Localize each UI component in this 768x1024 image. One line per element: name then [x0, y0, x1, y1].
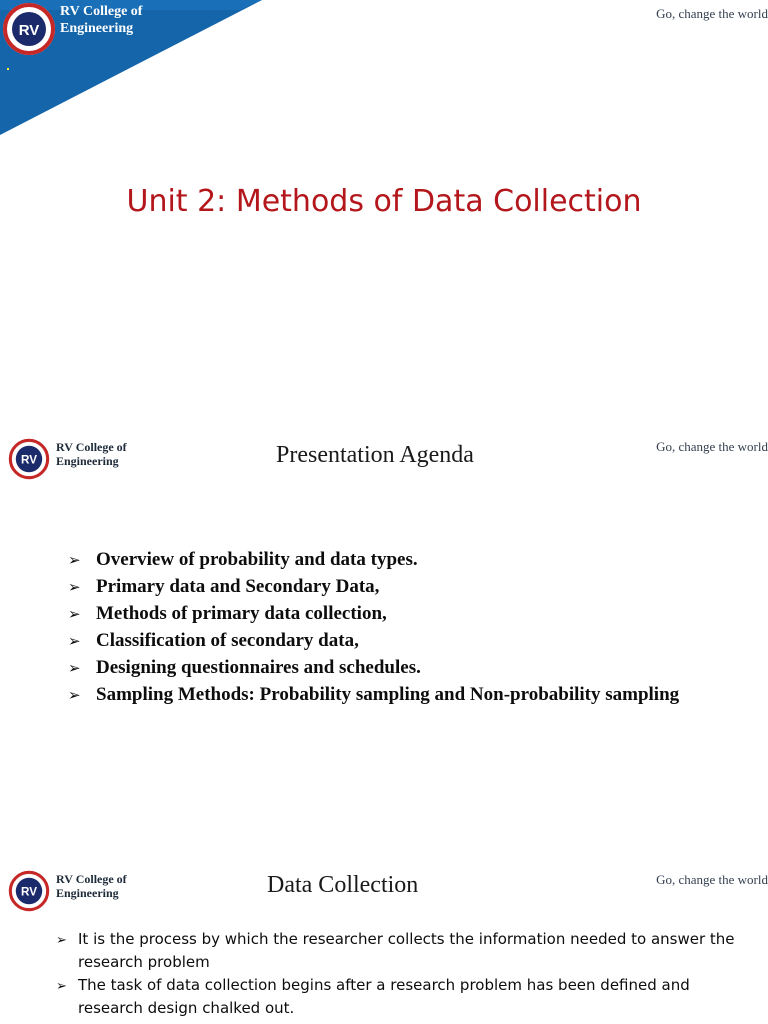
list-item-text: Designing questionnaires and schedules.: [96, 657, 421, 678]
list-item-text: The task of data collection begins after a research problem has been defined and research design chalked out.: [78, 976, 690, 1017]
college-logo: [8, 870, 50, 912]
list-item-text: It is the process by which the researcher collects the information needed to answer the research problem: [78, 930, 735, 971]
tagline: Go, change the world: [656, 439, 768, 454]
arrow-bullet-icon: ➢: [68, 551, 81, 569]
list-item: [68, 654, 728, 681]
list-item: [68, 681, 728, 708]
arrow-bullet-icon: ➢: [68, 632, 81, 650]
logo-text: RV: [21, 453, 37, 467]
list-item-text: Primary data and Secondary Data,: [96, 576, 380, 597]
college-logo: [2, 2, 56, 56]
slide-heading: Data Collection: [267, 872, 419, 898]
arrow-bullet-icon: ➢: [56, 933, 67, 948]
title-slide: [0, 0, 768, 400]
logo-text: RV: [21, 885, 37, 899]
list-item: [56, 928, 746, 974]
slide-heading: Presentation Agenda: [276, 442, 474, 468]
agenda-list: [68, 546, 728, 708]
agenda-slide: [0, 432, 768, 812]
arrow-bullet-icon: ➢: [56, 979, 67, 994]
college-name: RV College of Engineering: [56, 440, 127, 469]
college-name: RV College of Engineering: [56, 872, 127, 901]
list-item-text: Classification of secondary data,: [96, 630, 359, 651]
data-collection-slide: [0, 866, 768, 1024]
arrow-bullet-icon: ➢: [68, 578, 81, 596]
list-item: [68, 627, 728, 654]
logo-text: RV: [18, 22, 40, 39]
decorative-dot: [7, 68, 9, 70]
slide-title: Unit 2: Methods of Data Collection: [126, 184, 642, 219]
tagline: Go, change the world: [656, 6, 768, 21]
list-item-text: Overview of probability and data types.: [96, 549, 418, 570]
list-item: [68, 573, 728, 600]
list-item: [68, 600, 728, 627]
tagline: Go, change the world: [656, 872, 768, 887]
arrow-bullet-icon: ➢: [68, 605, 81, 623]
list-item: [68, 546, 728, 573]
list-item-text: Sampling Methods: Probability sampling and Non-probability sampling: [96, 684, 680, 705]
college-logo: [8, 438, 50, 480]
college-name: RV College of Engineering: [60, 4, 143, 36]
data-collection-list: [56, 928, 746, 1020]
arrow-bullet-icon: ➢: [68, 659, 81, 677]
list-item: [56, 974, 746, 1020]
list-item-text: Methods of primary data collection,: [96, 603, 387, 624]
arrow-bullet-icon: ➢: [68, 686, 81, 704]
